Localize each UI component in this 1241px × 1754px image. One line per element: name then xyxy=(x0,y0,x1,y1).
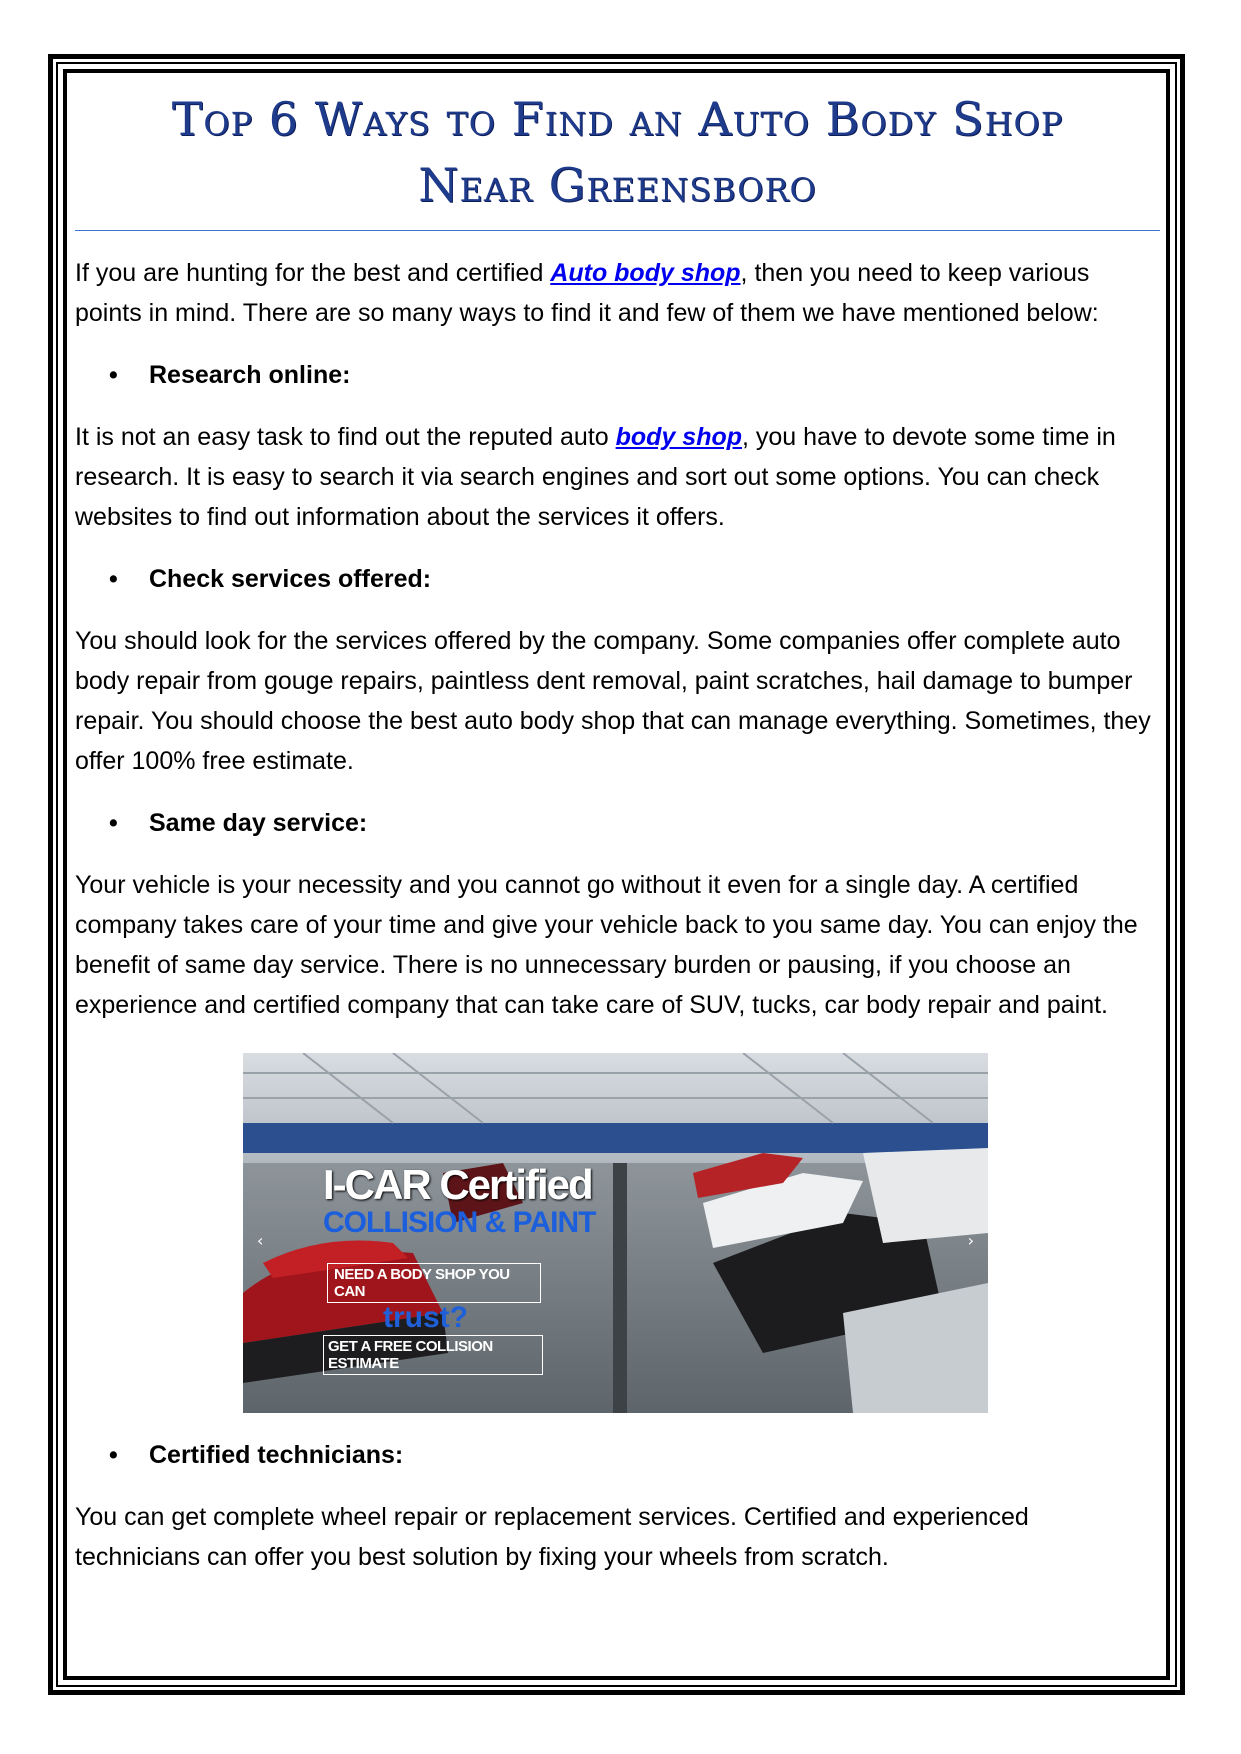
auto-body-shop-link[interactable]: Auto body shop xyxy=(550,259,741,287)
heading-check-services: • Check services offered: xyxy=(149,559,1160,599)
body-shop-banner-image xyxy=(243,1053,988,1413)
research-text-end: , you have to devote some time in research. It is easy to search it via search engines and sort out some options. You can check websites to find out information about the services it offers. xyxy=(75,423,1116,531)
check-services-paragraph: You should look for the services offered by the company. Some companies offer complete auto body repair from gouge repairs, paintless dent removal, paint scratches, hail damage to bumper repair. You should choose the best auto body shop that can manage everything. Sometimes, they offer 100% free estimate. xyxy=(75,627,1151,775)
research-text-start: It is not an easy task to find out the reputed auto xyxy=(75,423,616,451)
free-estimate-button[interactable]: GET A FREE COLLISION ESTIMATE xyxy=(323,1335,543,1375)
body-shop-link[interactable]: body shop xyxy=(615,423,743,451)
banner-question-box: NEED A BODY SHOP YOU CAN xyxy=(327,1263,541,1303)
bullet-list xyxy=(75,355,1160,395)
bullet-list xyxy=(75,803,1160,843)
heading-certified-technicians: • Certified technicians: xyxy=(149,1435,1160,1475)
banner-trust-text: trust? xyxy=(383,1301,468,1334)
bullet-list xyxy=(75,1435,1160,1475)
banner-caption xyxy=(323,1163,595,1375)
bullet-list xyxy=(75,559,1160,599)
intro-text-end: , then you need to keep various points in mind. There are so many ways to find it and few of them we have mentioned below: xyxy=(75,259,1099,327)
same-day-service-paragraph: Your vehicle is your necessity and you cannot go without it even for a single day. A certified company takes care of your time and give your vehicle back to you same day. You can enjoy the benefit of same day service. There is no unnecessary burden or pausing, if you choose an experience and certified company that can take care of SUV, tucks, car body repair and paint. xyxy=(75,871,1138,1019)
carousel-prev-icon[interactable]: ‹ xyxy=(257,1231,264,1250)
intro-text-start: If you are hunting for the best and certified xyxy=(75,259,551,287)
banner-heading: I-CAR Certified xyxy=(323,1161,592,1208)
title-line-2: Near Greensboro xyxy=(418,158,817,212)
intro-paragraph xyxy=(75,253,1160,333)
certified-technicians-paragraph: You can get complete wheel repair or replacement services. Certified and experienced technicians can offer you best solution by fixing your wheels from scratch. xyxy=(75,1503,1029,1571)
banner-subheading: COLLISION & PAINT xyxy=(323,1206,596,1239)
title-underline xyxy=(75,230,1160,231)
page-title xyxy=(75,86,1160,218)
carousel-next-icon[interactable]: › xyxy=(967,1231,974,1250)
research-online-paragraph xyxy=(75,417,1160,537)
document-body xyxy=(75,78,1160,1577)
heading-research-online: • Research online: xyxy=(149,355,1160,395)
heading-same-day-service: • Same day service: xyxy=(149,803,1160,843)
title-line-1: Top 6 Ways to Find an Auto Body Shop xyxy=(171,92,1064,146)
